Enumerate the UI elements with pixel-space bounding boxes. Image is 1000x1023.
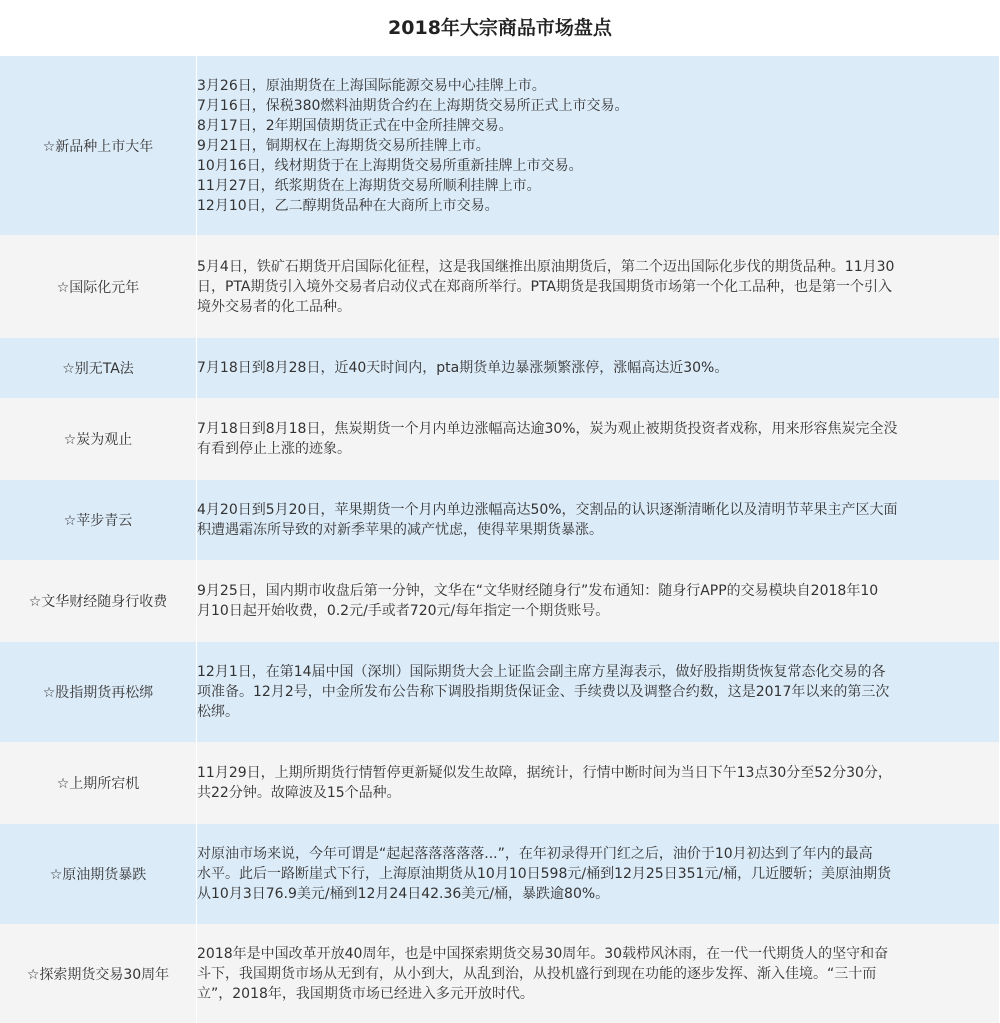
content-line: 11月29日，上期所期货行情暂停更新疑似发生故障，据统计，行情中断时间为当日下午13点30分至52分30分，: [197, 765, 892, 781]
content-line: 5月4日，铁矿石期货开启国际化征程，这是我国继推出原油期货后，第二个迈出国际化步伐的期货品种。11月30: [197, 258, 895, 275]
content-line: 立”，2018年，我国期货市场已经进入多元开放时代。: [197, 985, 534, 1002]
row-label: ☆新品种上市大年: [0, 56, 197, 235]
content-line: 对原油市场来说，今年可谓是“起起落落落落落...”，在年初录得开门红之后，油价于10月初达到了年内的最高: [197, 846, 873, 862]
row-label: ☆原油期货暴跌: [0, 824, 197, 924]
content-line: 7月18日到8月28日，近40天时间内，pta期货单边暴涨频繁涨停，涨幅高达近30%。: [197, 360, 729, 376]
content-line: 9月25日，国内期市收盘后第一分钟，文华在“文华财经随身行”发布通知：随身行APP的交易模块自2018年10: [197, 583, 879, 599]
content-line: 松绑。: [197, 704, 239, 720]
content-line: 7月16日，保税380燃料油期货合约在上海期货交易所正式上市交易。: [197, 97, 629, 114]
content-line: 7月18日到8月18日，焦炭期货一个月内单边涨幅高达逾30%，炭为观止被期货投资者戏称，用来形容焦炭完全没: [197, 421, 898, 437]
table-row: [0, 924, 1000, 1023]
content-line: 月10日起开始收费，0.2元/手或者720元/每年指定一个期货账号。: [197, 603, 610, 619]
content-line: 积遭遇霜冻所导致的对新季苹果的减产忧虑，使得苹果期货暴涨。: [197, 522, 603, 538]
content-line: 4月20日到5月20日，苹果期货一个月内单边涨幅高达50%，交割品的认识逐渐清晰化以及清明节苹果主产区大面: [197, 502, 898, 518]
content-line: 共22分钟。故障波及15个品种。: [197, 785, 401, 801]
row-content: [197, 235, 1000, 338]
row-label: ☆探索期货交易30周年: [0, 924, 197, 1023]
content-line: 境外交易者的化工品种。: [197, 298, 351, 315]
content-line: 12月10日，乙二醇期货品种在大商所上市交易。: [197, 197, 499, 214]
row-content: [197, 924, 1000, 1023]
row-label: ☆苹步青云: [0, 480, 197, 560]
content-line: 日，PTA期货引入境外交易者启动仪式在郑商所举行。PTA期货是我国期货市场第一个化工品种，也是第一个引入: [197, 278, 892, 295]
row-content: [197, 642, 1000, 742]
row-label: ☆上期所宕机: [0, 742, 197, 824]
table-row: [0, 480, 1000, 560]
table-row: [0, 560, 1000, 642]
table-row: [0, 56, 1000, 235]
content-line: 水平。此后一路断崖式下行，上海原油期货从10月10日598元/桶到12月25日351元/桶，几近腰斩；美原油期货: [197, 866, 892, 882]
row-label: ☆炭为观止: [0, 398, 197, 480]
row-content: [197, 398, 1000, 480]
table-row: [0, 742, 1000, 824]
row-content: [197, 560, 1000, 642]
content-line: 2018年是中国改革开放40周年，也是中国探索期货交易30周年。30载栉风沐雨，在一代一代期货人的坚守和奋: [197, 945, 889, 962]
content-line: 3月26日，原油期货在上海国际能源交易中心挂牌上市。: [197, 77, 546, 94]
market-review-table: [0, 56, 1000, 1023]
content-line: 9月21日，铜期权在上海期货交易所挂牌上市。: [197, 137, 490, 154]
content-line: 10月16日，线材期货于在上海期货交易所重新挂牌上市交易。: [197, 157, 583, 174]
row-label: ☆股指期货再松绑: [0, 642, 197, 742]
content-line: 有看到停止上涨的迹象。: [197, 441, 351, 457]
content-line: 11月27日，纸浆期货在上海期货交易所顺利挂牌上市。: [197, 177, 541, 194]
row-label: ☆文华财经随身行收费: [0, 560, 197, 642]
row-content: [197, 824, 1000, 924]
row-content: [197, 480, 1000, 560]
content-line: 项准备。12月2号，中金所发布公告称下调股指期货保证金、手续费以及调整合约数，这是2017年以来的第三次: [197, 684, 890, 700]
table-row: [0, 642, 1000, 742]
table-row: [0, 338, 1000, 398]
content-line: 斗下，我国期货市场从无到有，从小到大，从乱到治，从投机盛行到现在功能的逐步发挥、渐入佳境。“三十而: [197, 965, 877, 982]
row-content: [197, 56, 1000, 235]
content-line: 从10月3日76.9美元/桶到12月24日42.36美元/桶，暴跌逾80%。: [197, 886, 610, 902]
row-label: ☆别无TA法: [0, 338, 197, 398]
content-line: 12月1日，在第14届中国（深圳）国际期货大会上证监会副主席方星海表示，做好股指期货恢复常态化交易的各: [197, 664, 886, 680]
table-row: [0, 824, 1000, 924]
content-line: 8月17日，2年期国债期货正式在中金所挂牌交易。: [197, 117, 513, 134]
row-content: [197, 742, 1000, 824]
row-content: [197, 338, 1000, 398]
table-row: [0, 235, 1000, 338]
row-label: ☆国际化元年: [0, 235, 197, 338]
table-row: [0, 398, 1000, 480]
page-title: 2018年大宗商品市场盘点: [0, 0, 1000, 56]
